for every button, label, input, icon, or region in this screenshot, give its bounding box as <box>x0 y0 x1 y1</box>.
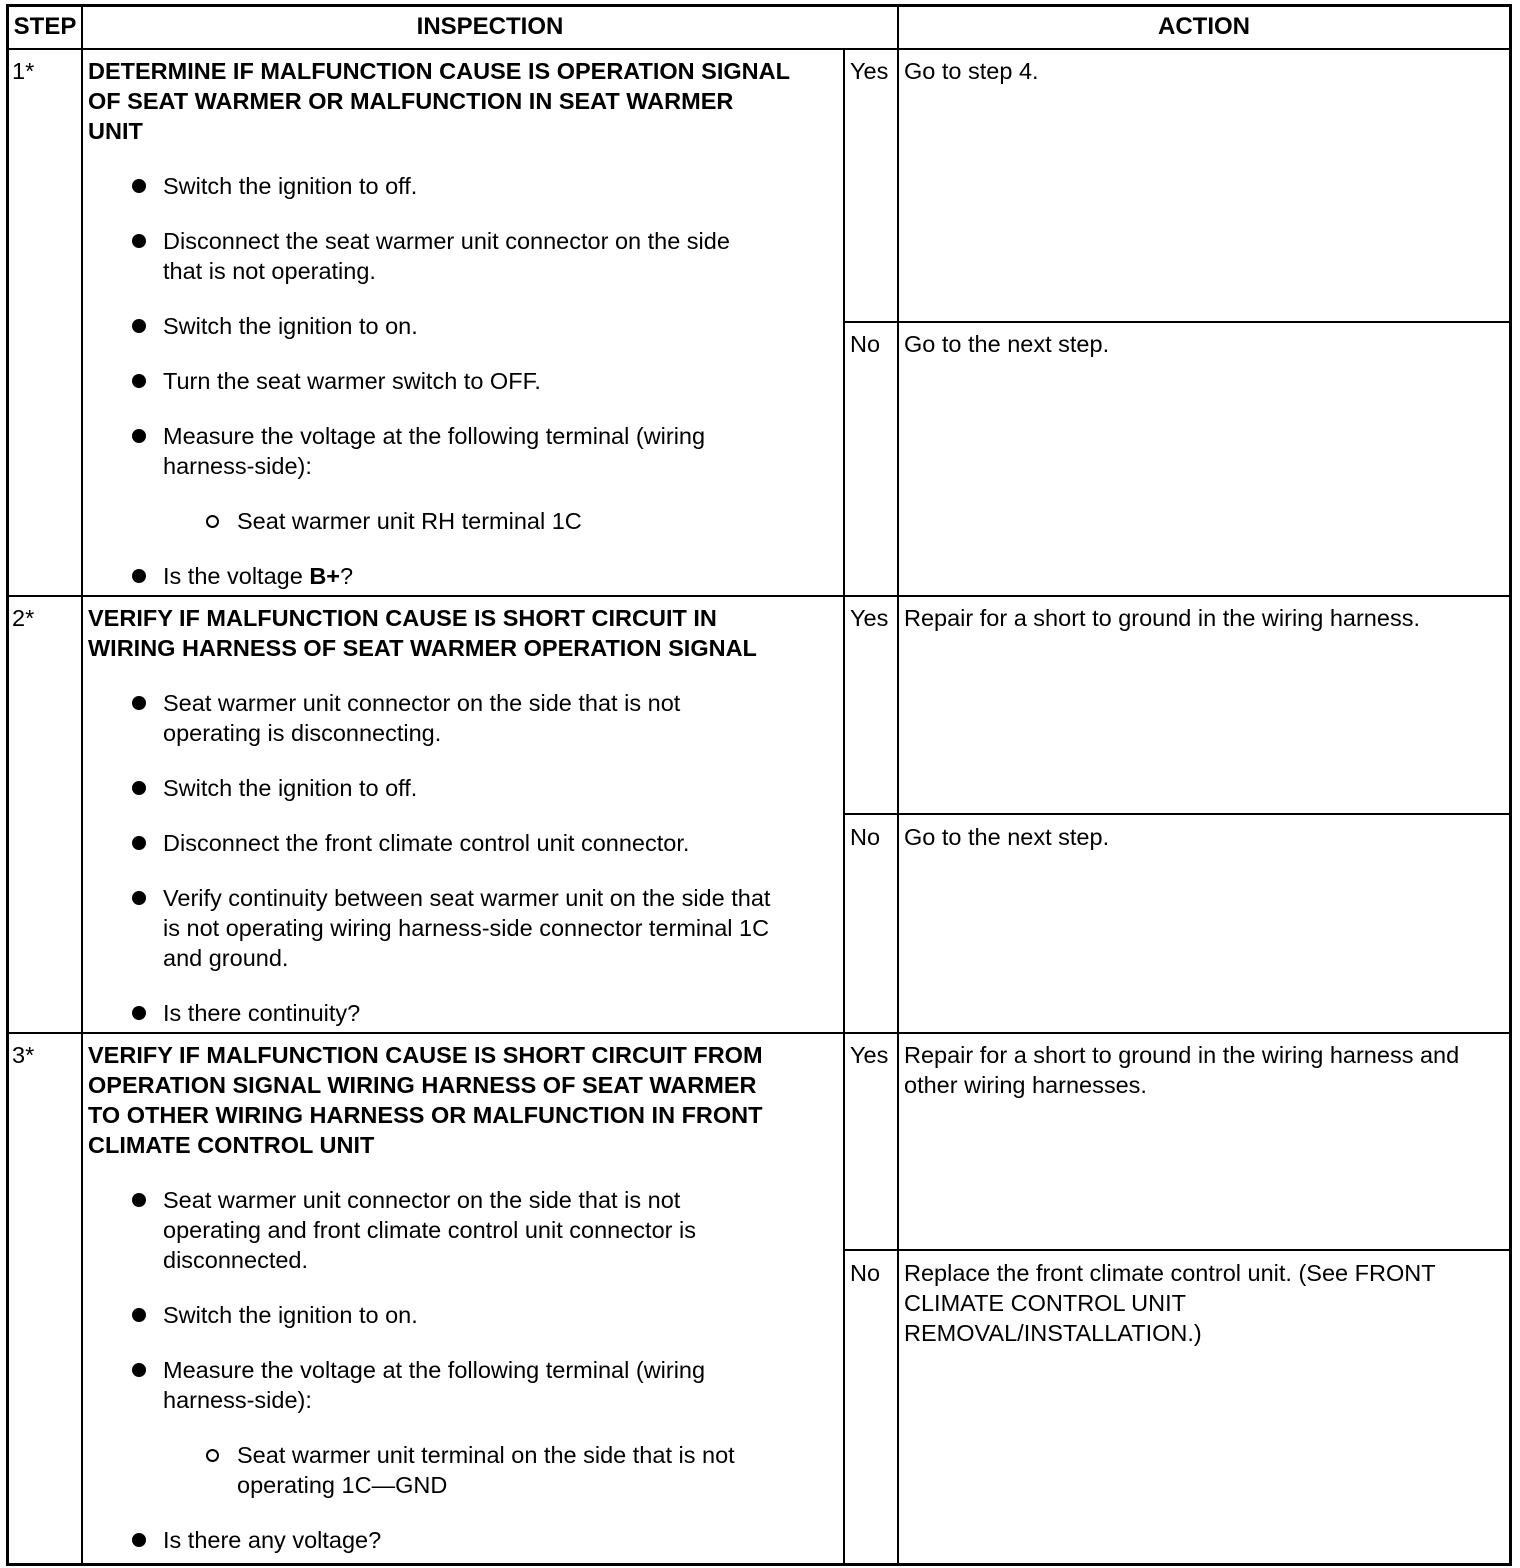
column-divider-yesno <box>843 48 845 1566</box>
table-border-bottom <box>6 1563 1512 1566</box>
bullet-icon <box>132 781 146 795</box>
step-title-line: DETERMINE IF MALFUNCTION CAUSE IS OPERATION SIGNAL <box>88 58 790 84</box>
list-item-continued: harness-side): <box>163 1387 312 1413</box>
bullet-icon <box>132 179 146 193</box>
no-label: No <box>850 1260 881 1286</box>
column-divider-step <box>81 4 83 1566</box>
sub-bullet-icon <box>206 515 219 528</box>
sub-list-item-continued: operating 1C—GND <box>237 1472 448 1498</box>
sub-list-item: Seat warmer unit terminal on the side that is not <box>237 1442 735 1468</box>
bullet-icon <box>132 1363 146 1377</box>
list-item: Switch the ignition to on. <box>163 313 418 339</box>
no-action: Replace the front climate control unit. (See FRONT <box>904 1260 1436 1286</box>
sub-list-item: Seat warmer unit RH terminal 1C <box>237 508 582 534</box>
list-item-continued: operating is disconnecting. <box>163 720 442 746</box>
header-divider <box>6 48 1512 50</box>
no-label: No <box>850 824 881 850</box>
list-item: Disconnect the seat warmer unit connector on the side <box>163 228 730 254</box>
table-border-left <box>6 4 9 1566</box>
list-item: Is there any voltage? <box>163 1527 382 1553</box>
list-item: Switch the ignition to on. <box>163 1302 418 1328</box>
step-title-line: VERIFY IF MALFUNCTION CAUSE IS SHORT CIRCUIT IN <box>88 605 717 631</box>
step-number: 3* <box>12 1042 35 1068</box>
no-action-continued: CLIMATE CONTROL UNIT <box>904 1290 1187 1316</box>
yes-label: Yes <box>850 58 889 84</box>
yes-label: Yes <box>850 1042 889 1068</box>
yesno-divider-3 <box>843 1249 1512 1251</box>
list-item: Is there continuity? <box>163 1000 361 1026</box>
inspection-table <box>6 4 1512 1566</box>
list-item <box>163 561 353 591</box>
bullet-icon <box>132 319 146 333</box>
step-title-line: TO OTHER WIRING HARNESS OR MALFUNCTION IN FRONT <box>88 1102 763 1128</box>
yes-action: Go to step 4. <box>904 58 1039 84</box>
list-item: Switch the ignition to off. <box>163 775 418 801</box>
bullet-icon <box>132 891 146 905</box>
no-action-continued: REMOVAL/INSTALLATION.) <box>904 1320 1202 1346</box>
sub-bullet-icon <box>206 1449 219 1462</box>
table-border-right <box>1509 4 1512 1566</box>
bullet-icon <box>132 1193 146 1207</box>
step-title-line: OF SEAT WARMER OR MALFUNCTION IN SEAT WARMER <box>88 88 734 114</box>
list-item: Verify continuity between seat warmer unit on the side that <box>163 885 771 911</box>
list-item: Seat warmer unit connector on the side that is not <box>163 690 681 716</box>
bullet-icon <box>132 429 146 443</box>
no-label: No <box>850 331 881 357</box>
yes-action: Repair for a short to ground in the wiring harness. <box>904 605 1420 631</box>
bullet-icon <box>132 1006 146 1020</box>
header-inspection: INSPECTION <box>416 13 564 40</box>
yes-action: Repair for a short to ground in the wiring harness and <box>904 1042 1460 1068</box>
no-action: Go to the next step. <box>904 824 1110 850</box>
list-item-continued: and ground. <box>163 945 289 971</box>
bullet-icon <box>132 569 146 583</box>
header-action: ACTION <box>1158 13 1250 40</box>
list-item: Disconnect the front climate control unit connector. <box>163 830 690 856</box>
step-title-line: CLIMATE CONTROL UNIT <box>88 1132 375 1158</box>
list-item: Measure the voltage at the following terminal (wiring <box>163 1357 706 1383</box>
bullet-icon <box>132 1533 146 1547</box>
yes-action-continued: other wiring harnesses. <box>904 1072 1147 1098</box>
yes-label: Yes <box>850 605 889 631</box>
list-item-continued: harness-side): <box>163 453 312 479</box>
list-item-continued: operating and front climate control unit connector is <box>163 1217 696 1243</box>
step-title-line: OPERATION SIGNAL WIRING HARNESS OF SEAT WARMER <box>88 1072 757 1098</box>
step-number: 1* <box>12 58 35 84</box>
list-item: Turn the seat warmer switch to OFF. <box>163 368 541 394</box>
list-item: Switch the ignition to off. <box>163 173 418 199</box>
question-text: Is the voltage <box>163 563 310 589</box>
bullet-icon <box>132 836 146 850</box>
header-step: STEP <box>13 13 77 40</box>
list-item-continued: disconnected. <box>163 1247 309 1273</box>
no-action: Go to the next step. <box>904 331 1110 357</box>
yesno-divider-1 <box>843 321 1512 323</box>
row-divider-1 <box>6 595 1512 597</box>
list-item: Seat warmer unit connector on the side that is not <box>163 1187 681 1213</box>
bullet-icon <box>132 234 146 248</box>
bullet-icon <box>132 1308 146 1322</box>
step-title-line: VERIFY IF MALFUNCTION CAUSE IS SHORT CIRCUIT FROM <box>88 1042 763 1068</box>
step-number: 2* <box>12 605 35 631</box>
question-suffix: ? <box>340 563 354 589</box>
list-item-continued: is not operating wiring harness-side connector terminal 1C <box>163 915 770 941</box>
row-divider-2 <box>6 1032 1512 1034</box>
list-item: Measure the voltage at the following terminal (wiring <box>163 423 706 449</box>
table-border-top <box>6 4 1512 7</box>
question-emphasis: B+ <box>309 563 341 589</box>
column-divider-action <box>897 4 899 1566</box>
list-item-continued: that is not operating. <box>163 258 376 284</box>
bullet-icon <box>132 696 146 710</box>
step-title-line: WIRING HARNESS OF SEAT WARMER OPERATION SIGNAL <box>88 635 757 661</box>
step-title-line: UNIT <box>88 118 143 144</box>
yesno-divider-2 <box>843 813 1512 815</box>
bullet-icon <box>132 374 146 388</box>
